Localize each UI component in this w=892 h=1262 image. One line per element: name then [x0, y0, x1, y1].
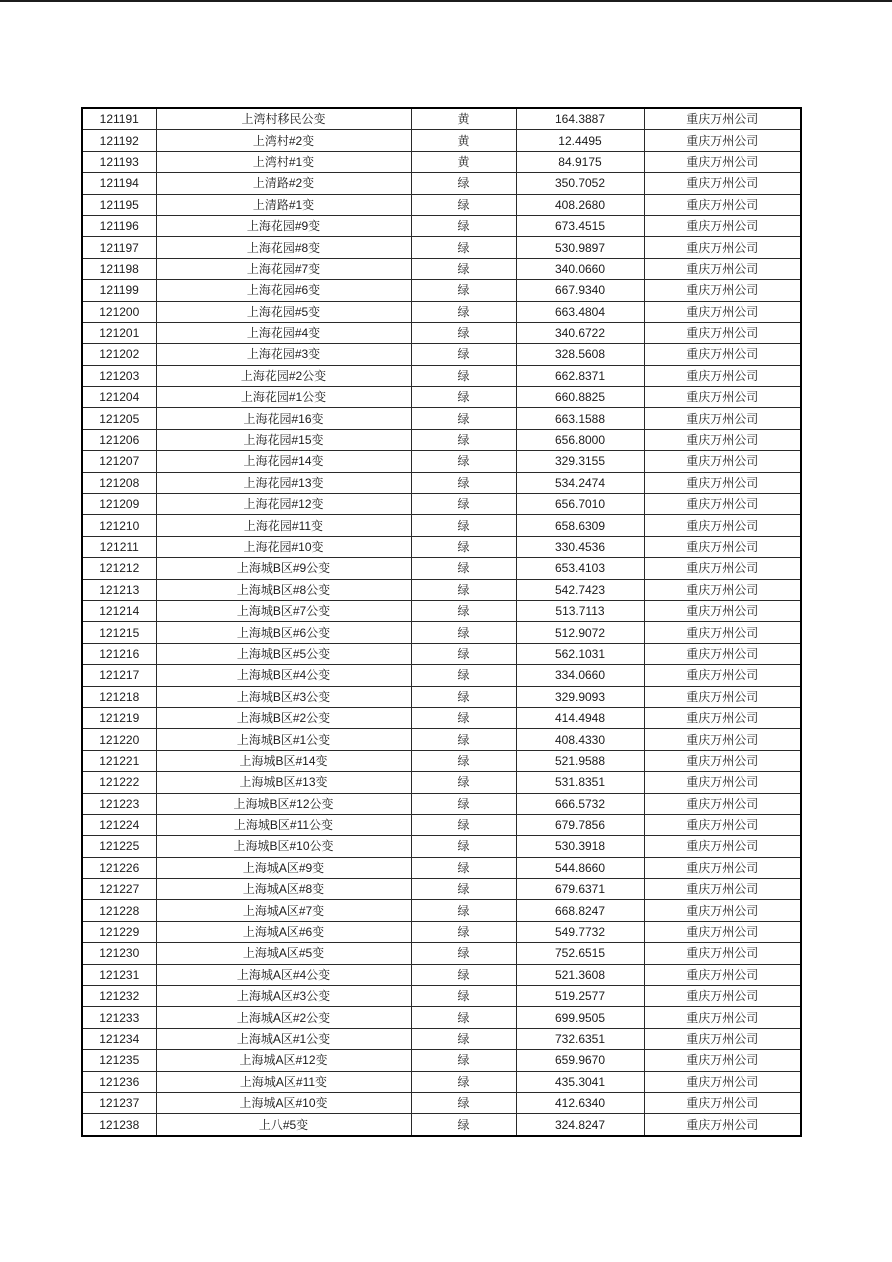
- cell-station-name: 上湾村#2变: [156, 130, 411, 151]
- cell-value: 663.1588: [516, 408, 644, 429]
- cell-station-name: 上海城B区#4公变: [156, 665, 411, 686]
- cell-station-name: 上湾村移民公变: [156, 108, 411, 130]
- cell-value: 663.4804: [516, 301, 644, 322]
- table-row: [82, 943, 801, 964]
- cell-company: 重庆万州公司: [644, 194, 801, 215]
- cell-company: 重庆万州公司: [644, 1007, 801, 1028]
- cell-id: 121208: [82, 472, 156, 493]
- cell-station-name: 上海城B区#12公变: [156, 793, 411, 814]
- cell-status: 绿: [411, 772, 516, 793]
- table-row: [82, 451, 801, 472]
- table-row: [82, 130, 801, 151]
- cell-company: 重庆万州公司: [644, 344, 801, 365]
- cell-value: 549.7732: [516, 921, 644, 942]
- cell-status: 绿: [411, 579, 516, 600]
- table-row: [82, 151, 801, 172]
- cell-company: 重庆万州公司: [644, 301, 801, 322]
- cell-station-name: 上海城A区#9变: [156, 857, 411, 878]
- cell-value: 84.9175: [516, 151, 644, 172]
- cell-company: 重庆万州公司: [644, 151, 801, 172]
- cell-station-name: 上海城A区#10变: [156, 1092, 411, 1113]
- cell-id: 121220: [82, 729, 156, 750]
- table-row: [82, 986, 801, 1007]
- cell-status: 绿: [411, 451, 516, 472]
- cell-value: 679.6371: [516, 879, 644, 900]
- cell-value: 329.9093: [516, 686, 644, 707]
- table-row: [82, 1028, 801, 1049]
- cell-company: 重庆万州公司: [644, 130, 801, 151]
- cell-station-name: 上海城A区#2公变: [156, 1007, 411, 1028]
- cell-id: 121218: [82, 686, 156, 707]
- cell-station-name: 上海花园#12变: [156, 494, 411, 515]
- cell-status: 绿: [411, 173, 516, 194]
- cell-station-name: 上海城B区#9公变: [156, 558, 411, 579]
- cell-id: 121222: [82, 772, 156, 793]
- table-row: [82, 964, 801, 985]
- cell-status: 黄: [411, 108, 516, 130]
- cell-company: 重庆万州公司: [644, 322, 801, 343]
- cell-company: 重庆万州公司: [644, 280, 801, 301]
- cell-status: 黄: [411, 151, 516, 172]
- cell-status: 绿: [411, 900, 516, 921]
- cell-id: 121238: [82, 1114, 156, 1136]
- cell-id: 121196: [82, 215, 156, 236]
- table-row: [82, 707, 801, 728]
- cell-company: 重庆万州公司: [644, 1114, 801, 1136]
- cell-id: 121214: [82, 600, 156, 621]
- cell-status: 绿: [411, 986, 516, 1007]
- table-row: [82, 750, 801, 771]
- table-row: [82, 836, 801, 857]
- cell-company: 重庆万州公司: [644, 707, 801, 728]
- cell-id: 121205: [82, 408, 156, 429]
- cell-station-name: 上海花园#11变: [156, 515, 411, 536]
- cell-value: 408.2680: [516, 194, 644, 215]
- table-row: [82, 665, 801, 686]
- table-row: [82, 793, 801, 814]
- table-row: [82, 215, 801, 236]
- cell-station-name: 上海花园#3变: [156, 344, 411, 365]
- cell-station-name: 上海花园#10变: [156, 536, 411, 557]
- cell-station-name: 上海花园#13变: [156, 472, 411, 493]
- cell-company: 重庆万州公司: [644, 451, 801, 472]
- table-row: [82, 280, 801, 301]
- cell-station-name: 上海城B区#10公变: [156, 836, 411, 857]
- table-row: [82, 494, 801, 515]
- cell-company: 重庆万州公司: [644, 729, 801, 750]
- cell-status: 绿: [411, 1092, 516, 1113]
- cell-station-name: 上海城A区#4公变: [156, 964, 411, 985]
- table-row: [82, 344, 801, 365]
- cell-company: 重庆万州公司: [644, 600, 801, 621]
- cell-status: 绿: [411, 1050, 516, 1071]
- cell-company: 重庆万州公司: [644, 879, 801, 900]
- cell-id: 121206: [82, 429, 156, 450]
- cell-id: 121231: [82, 964, 156, 985]
- table-row: [82, 857, 801, 878]
- table-row: [82, 921, 801, 942]
- cell-company: 重庆万州公司: [644, 515, 801, 536]
- cell-status: 绿: [411, 943, 516, 964]
- cell-id: 121195: [82, 194, 156, 215]
- cell-id: 121207: [82, 451, 156, 472]
- cell-station-name: 上清路#1变: [156, 194, 411, 215]
- cell-company: 重庆万州公司: [644, 173, 801, 194]
- cell-value: 544.8660: [516, 857, 644, 878]
- cell-station-name: 上海城A区#7变: [156, 900, 411, 921]
- cell-company: 重庆万州公司: [644, 921, 801, 942]
- cell-company: 重庆万州公司: [644, 964, 801, 985]
- cell-status: 绿: [411, 750, 516, 771]
- cell-company: 重庆万州公司: [644, 643, 801, 664]
- cell-status: 绿: [411, 1007, 516, 1028]
- table-body: [82, 108, 801, 1136]
- cell-status: 绿: [411, 365, 516, 386]
- cell-company: 重庆万州公司: [644, 900, 801, 921]
- table-row: [82, 322, 801, 343]
- cell-id: 121224: [82, 814, 156, 835]
- table-row: [82, 879, 801, 900]
- cell-station-name: 上海城B区#1公变: [156, 729, 411, 750]
- cell-station-name: 上海城B区#11公变: [156, 814, 411, 835]
- cell-station-name: 上海花园#5变: [156, 301, 411, 322]
- cell-id: 121217: [82, 665, 156, 686]
- cell-station-name: 上海城B区#8公变: [156, 579, 411, 600]
- table-row: [82, 1071, 801, 1092]
- table-row: [82, 622, 801, 643]
- cell-value: 530.3918: [516, 836, 644, 857]
- cell-company: 重庆万州公司: [644, 387, 801, 408]
- cell-status: 绿: [411, 494, 516, 515]
- cell-company: 重庆万州公司: [644, 1050, 801, 1071]
- table-row: [82, 515, 801, 536]
- cell-status: 绿: [411, 322, 516, 343]
- cell-id: 121210: [82, 515, 156, 536]
- table-row: [82, 579, 801, 600]
- cell-value: 521.3608: [516, 964, 644, 985]
- cell-status: 绿: [411, 1071, 516, 1092]
- cell-id: 121227: [82, 879, 156, 900]
- cell-id: 121204: [82, 387, 156, 408]
- cell-value: 667.9340: [516, 280, 644, 301]
- cell-status: 绿: [411, 600, 516, 621]
- table-row: [82, 194, 801, 215]
- cell-station-name: 上海城A区#6变: [156, 921, 411, 942]
- cell-id: 121226: [82, 857, 156, 878]
- cell-value: 513.7113: [516, 600, 644, 621]
- cell-id: 121229: [82, 921, 156, 942]
- cell-value: 350.7052: [516, 173, 644, 194]
- cell-id: 121237: [82, 1092, 156, 1113]
- cell-value: 330.4536: [516, 536, 644, 557]
- cell-company: 重庆万州公司: [644, 622, 801, 643]
- table-row: [82, 237, 801, 258]
- cell-station-name: 上海城B区#2公变: [156, 707, 411, 728]
- cell-company: 重庆万州公司: [644, 472, 801, 493]
- table-row: [82, 558, 801, 579]
- cell-id: 121230: [82, 943, 156, 964]
- cell-company: 重庆万州公司: [644, 429, 801, 450]
- cell-station-name: 上海城A区#3公变: [156, 986, 411, 1007]
- cell-station-name: 上海城B区#5公变: [156, 643, 411, 664]
- table-row: [82, 536, 801, 557]
- cell-station-name: 上海城A区#12变: [156, 1050, 411, 1071]
- cell-status: 绿: [411, 665, 516, 686]
- table-row: [82, 686, 801, 707]
- cell-id: 121193: [82, 151, 156, 172]
- table-row: [82, 1092, 801, 1113]
- cell-company: 重庆万州公司: [644, 258, 801, 279]
- cell-value: 656.7010: [516, 494, 644, 515]
- cell-status: 绿: [411, 814, 516, 835]
- cell-value: 530.9897: [516, 237, 644, 258]
- cell-value: 653.4103: [516, 558, 644, 579]
- cell-value: 732.6351: [516, 1028, 644, 1049]
- cell-id: 121198: [82, 258, 156, 279]
- cell-station-name: 上海花园#6变: [156, 280, 411, 301]
- cell-station-name: 上海花园#8变: [156, 237, 411, 258]
- cell-status: 绿: [411, 536, 516, 557]
- cell-id: 121191: [82, 108, 156, 130]
- cell-value: 408.4330: [516, 729, 644, 750]
- table-row: [82, 173, 801, 194]
- cell-id: 121219: [82, 707, 156, 728]
- table-row: [82, 729, 801, 750]
- table-row: [82, 1007, 801, 1028]
- cell-station-name: 上海花园#14变: [156, 451, 411, 472]
- cell-status: 绿: [411, 729, 516, 750]
- cell-status: 绿: [411, 515, 516, 536]
- cell-status: 绿: [411, 921, 516, 942]
- table-row: [82, 429, 801, 450]
- transformer-data-table: [81, 107, 802, 1137]
- table-row: [82, 387, 801, 408]
- cell-status: 绿: [411, 344, 516, 365]
- cell-id: 121223: [82, 793, 156, 814]
- cell-value: 324.8247: [516, 1114, 644, 1136]
- cell-status: 黄: [411, 130, 516, 151]
- cell-company: 重庆万州公司: [644, 836, 801, 857]
- cell-status: 绿: [411, 237, 516, 258]
- cell-id: 121232: [82, 986, 156, 1007]
- cell-id: 121209: [82, 494, 156, 515]
- cell-value: 334.0660: [516, 665, 644, 686]
- cell-company: 重庆万州公司: [644, 750, 801, 771]
- cell-station-name: 上海花园#15变: [156, 429, 411, 450]
- cell-station-name: 上海花园#16变: [156, 408, 411, 429]
- cell-station-name: 上海城B区#14变: [156, 750, 411, 771]
- cell-station-name: 上海城A区#11变: [156, 1071, 411, 1092]
- table-row: [82, 472, 801, 493]
- cell-station-name: 上海花园#1公变: [156, 387, 411, 408]
- cell-company: 重庆万州公司: [644, 772, 801, 793]
- table-row: [82, 643, 801, 664]
- cell-company: 重庆万州公司: [644, 1028, 801, 1049]
- cell-value: 12.4495: [516, 130, 644, 151]
- cell-company: 重庆万州公司: [644, 215, 801, 236]
- page-top-edge-line: [0, 0, 892, 2]
- cell-id: 121215: [82, 622, 156, 643]
- cell-status: 绿: [411, 387, 516, 408]
- cell-status: 绿: [411, 301, 516, 322]
- cell-value: 752.6515: [516, 943, 644, 964]
- cell-id: 121194: [82, 173, 156, 194]
- cell-id: 121200: [82, 301, 156, 322]
- cell-value: 512.9072: [516, 622, 644, 643]
- cell-id: 121234: [82, 1028, 156, 1049]
- cell-value: 164.3887: [516, 108, 644, 130]
- cell-value: 519.2577: [516, 986, 644, 1007]
- cell-id: 121221: [82, 750, 156, 771]
- cell-value: 414.4948: [516, 707, 644, 728]
- cell-status: 绿: [411, 643, 516, 664]
- cell-id: 121201: [82, 322, 156, 343]
- cell-value: 328.5608: [516, 344, 644, 365]
- cell-station-name: 上湾村#1变: [156, 151, 411, 172]
- cell-company: 重庆万州公司: [644, 793, 801, 814]
- cell-id: 121212: [82, 558, 156, 579]
- table-row: [82, 108, 801, 130]
- cell-station-name: 上海城B区#7公变: [156, 600, 411, 621]
- cell-status: 绿: [411, 836, 516, 857]
- cell-value: 656.8000: [516, 429, 644, 450]
- cell-status: 绿: [411, 686, 516, 707]
- cell-station-name: 上海花园#7变: [156, 258, 411, 279]
- cell-company: 重庆万州公司: [644, 1071, 801, 1092]
- cell-value: 699.9505: [516, 1007, 644, 1028]
- cell-id: 121197: [82, 237, 156, 258]
- cell-id: 121235: [82, 1050, 156, 1071]
- table-row: [82, 365, 801, 386]
- cell-company: 重庆万州公司: [644, 108, 801, 130]
- cell-status: 绿: [411, 1028, 516, 1049]
- cell-company: 重庆万州公司: [644, 686, 801, 707]
- cell-status: 绿: [411, 1114, 516, 1136]
- cell-value: 329.3155: [516, 451, 644, 472]
- cell-status: 绿: [411, 194, 516, 215]
- cell-station-name: 上海城A区#1公变: [156, 1028, 411, 1049]
- cell-value: 521.9588: [516, 750, 644, 771]
- cell-status: 绿: [411, 280, 516, 301]
- cell-station-name: 上清路#2变: [156, 173, 411, 194]
- cell-value: 659.9670: [516, 1050, 644, 1071]
- cell-company: 重庆万州公司: [644, 814, 801, 835]
- cell-value: 412.6340: [516, 1092, 644, 1113]
- table-row: [82, 900, 801, 921]
- cell-company: 重庆万州公司: [644, 408, 801, 429]
- cell-station-name: 上海城A区#5变: [156, 943, 411, 964]
- cell-id: 121192: [82, 130, 156, 151]
- cell-status: 绿: [411, 472, 516, 493]
- cell-station-name: 上海花园#4变: [156, 322, 411, 343]
- cell-value: 531.8351: [516, 772, 644, 793]
- cell-company: 重庆万州公司: [644, 857, 801, 878]
- table-row: [82, 772, 801, 793]
- cell-value: 673.4515: [516, 215, 644, 236]
- cell-value: 562.1031: [516, 643, 644, 664]
- cell-station-name: 上八#5变: [156, 1114, 411, 1136]
- cell-value: 340.6722: [516, 322, 644, 343]
- table-row: [82, 1050, 801, 1071]
- cell-station-name: 上海花园#9变: [156, 215, 411, 236]
- cell-station-name: 上海城B区#6公变: [156, 622, 411, 643]
- cell-value: 435.3041: [516, 1071, 644, 1092]
- cell-status: 绿: [411, 879, 516, 900]
- cell-status: 绿: [411, 215, 516, 236]
- cell-id: 121225: [82, 836, 156, 857]
- cell-station-name: 上海城B区#13变: [156, 772, 411, 793]
- cell-value: 340.0660: [516, 258, 644, 279]
- cell-station-name: 上海城B区#3公变: [156, 686, 411, 707]
- cell-company: 重庆万州公司: [644, 494, 801, 515]
- cell-status: 绿: [411, 622, 516, 643]
- cell-id: 121236: [82, 1071, 156, 1092]
- cell-id: 121213: [82, 579, 156, 600]
- cell-id: 121211: [82, 536, 156, 557]
- cell-company: 重庆万州公司: [644, 943, 801, 964]
- table-row: [82, 814, 801, 835]
- table-row: [82, 301, 801, 322]
- table-row: [82, 600, 801, 621]
- cell-company: 重庆万州公司: [644, 986, 801, 1007]
- cell-station-name: 上海城A区#8变: [156, 879, 411, 900]
- cell-value: 534.2474: [516, 472, 644, 493]
- cell-id: 121228: [82, 900, 156, 921]
- cell-value: 668.8247: [516, 900, 644, 921]
- cell-company: 重庆万州公司: [644, 237, 801, 258]
- cell-value: 666.5732: [516, 793, 644, 814]
- cell-station-name: 上海花园#2公变: [156, 365, 411, 386]
- cell-id: 121202: [82, 344, 156, 365]
- cell-value: 662.8371: [516, 365, 644, 386]
- cell-status: 绿: [411, 558, 516, 579]
- cell-status: 绿: [411, 408, 516, 429]
- cell-company: 重庆万州公司: [644, 665, 801, 686]
- cell-value: 542.7423: [516, 579, 644, 600]
- cell-value: 658.6309: [516, 515, 644, 536]
- cell-status: 绿: [411, 964, 516, 985]
- table-row: [82, 408, 801, 429]
- cell-status: 绿: [411, 707, 516, 728]
- cell-id: 121233: [82, 1007, 156, 1028]
- cell-id: 121199: [82, 280, 156, 301]
- cell-status: 绿: [411, 793, 516, 814]
- cell-status: 绿: [411, 857, 516, 878]
- cell-company: 重庆万州公司: [644, 558, 801, 579]
- cell-status: 绿: [411, 429, 516, 450]
- cell-value: 660.8825: [516, 387, 644, 408]
- cell-status: 绿: [411, 258, 516, 279]
- cell-company: 重庆万州公司: [644, 365, 801, 386]
- cell-company: 重庆万州公司: [644, 579, 801, 600]
- table-row: [82, 1114, 801, 1136]
- cell-id: 121203: [82, 365, 156, 386]
- cell-id: 121216: [82, 643, 156, 664]
- cell-company: 重庆万州公司: [644, 1092, 801, 1113]
- cell-company: 重庆万州公司: [644, 536, 801, 557]
- table-row: [82, 258, 801, 279]
- cell-value: 679.7856: [516, 814, 644, 835]
